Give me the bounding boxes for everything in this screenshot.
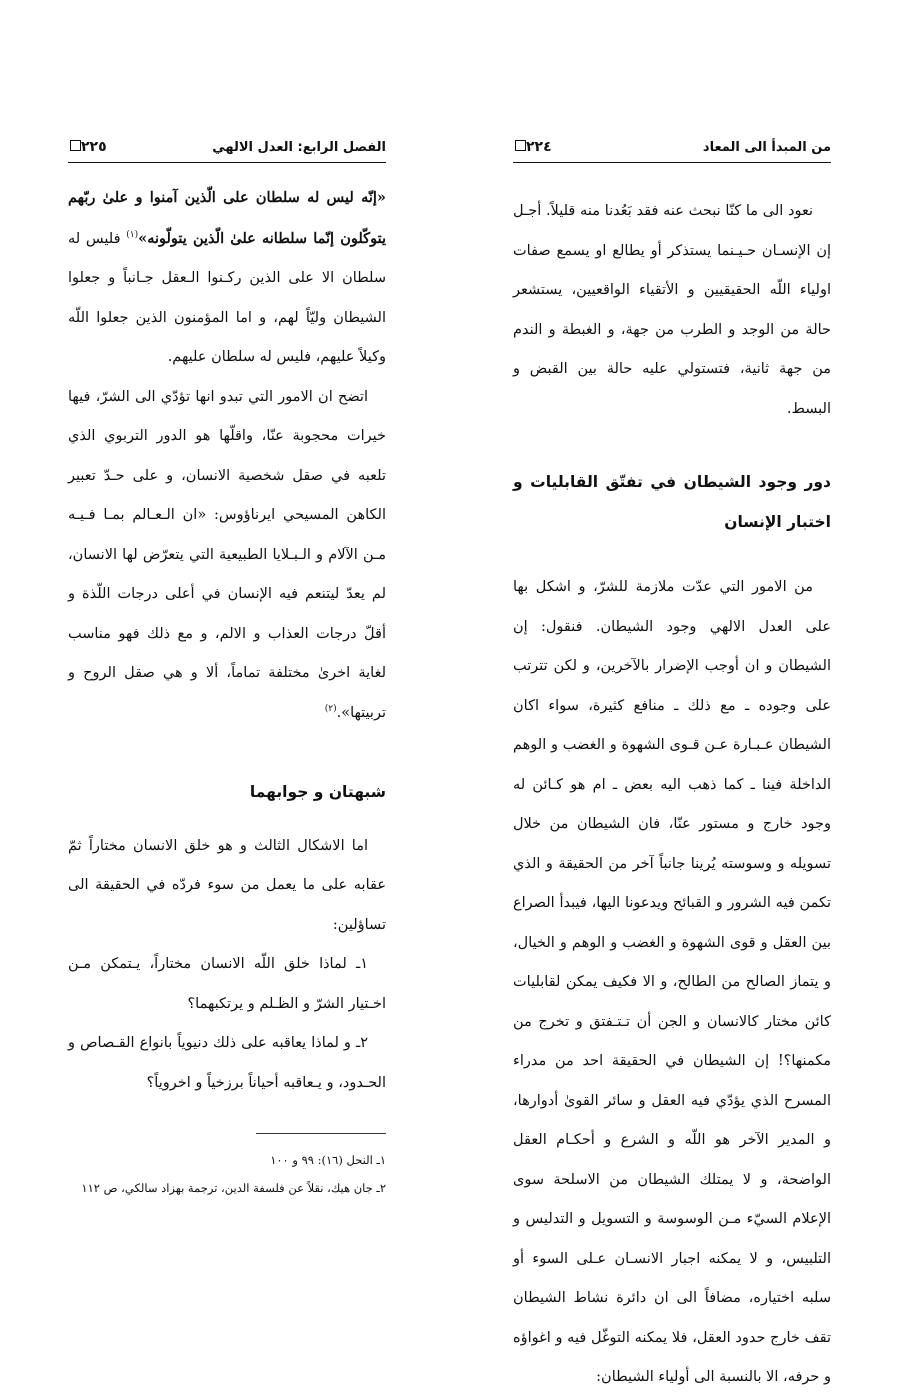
square-icon xyxy=(70,140,81,151)
footnote: ١ـ النحل (١٦): ٩٩ و ١٠٠ xyxy=(270,1153,386,1167)
paragraph: من الامور التي عدّت ملازمة للشرّ، و اشكل بها على العدل الالهي وجود الشيطان. فنقول: إن الشيطان و ان أوجب الإضرار بالآخرين، و لكن تترتب على وجوده ـ مع ذلك ـ منافع كثيرة، سواء اكان الشيطان عـبـارة عـن قـوى الشهوة و الغضب و الوهم الداخلة فينا ـ كما ذهب اليه بعض ـ ام هو كـائن له وجود خارج و مستور عنّا، فان الشيطان من خلال تسويله و وسوسته يُرينا جانباً آخر من الحقيقة و الذي تكمن فيه الشرور و القبائح ويدعونا اليها، فيبدأ الصراع بين العقل و قوى الشهوة و الغضب و الوهم و الخيال، و يتماز الصالح من الطالح، و الا فكيف يمكن لقابليات كائن مختار كالانسان و الجن أن تـتـفتق و تخرج من مكمنها؟! إن الشيطان في الحقيقة احد من مدراء المسرح الذي يؤدّي فيه العقل و سائر القوىٰ أدوارها، و المدير الآخر هو اللّه و الشرع و أحكـام العقل الواضحة، و لا يمتلك الشيطان من الاسلحة سوى الإعلام السيّء مـن الوسوسة و التسويل و التدليس و التلبيس، و لا يمكنه اجبار الانسـان عـلى السوء أو سلبه اختياره، مضافاً الى ان دائرة نشاط الشيطان تقف خارج حدود العقل، فلا يمكنه التوغّل فيه و اغواؤه و حرفه، الا بالنسبة الى أولياء الشيطان: xyxy=(513,579,831,1385)
paragraph xyxy=(68,178,386,378)
page-number-text: ٢٢٥ xyxy=(81,139,107,155)
left-page xyxy=(0,0,450,1200)
page-header xyxy=(513,138,831,163)
footnote: ٢ـ جان هيك، نقلاً عن فلسفة الدين، ترجمة بهزاد سالكي، ص ١١٢ xyxy=(81,1181,386,1195)
running-title: الفصل الرابع: العدل الالهي xyxy=(212,140,386,155)
paragraph-text: فليس له سلطان الا على الذين ركـنوا الـعقل جـانباً و جعلوا الشيطان وليّاً لهم، و اما المؤمنون الذين جعلوا اللّه وكيلاً عليهم، فليس له سلطان عليهم. xyxy=(68,230,386,365)
page-number-text: ٢٢٤ xyxy=(526,139,552,155)
quran-quote: «إنّه ليس له سلطان على الّذين آمنوا و علىٰ ربّهم يتوكّلون إنّما سلطانه علىٰ الّذين يتولّونه» xyxy=(68,189,386,247)
footnote-divider xyxy=(256,1133,386,1134)
page-body xyxy=(68,178,386,1202)
paragraph: اما الاشكال الثالث و هو خلق الانسان مختاراً ثمّ عقابه على ما يعمل من سوء فردّه في الحقيقة الى تساؤلين: xyxy=(68,837,386,933)
section-heading: شبهتان و جوابهما xyxy=(249,783,386,801)
page-body xyxy=(513,192,831,1398)
square-icon xyxy=(515,140,526,151)
question-2: ٢ـ و لماذا يعاقبه على ذلك دنيوياً بانواع القـصاص و الحـدود، و يـعاقبه أحياناً برزخياً و اخروياً؟ xyxy=(68,1035,386,1091)
running-title: من المبدأ الى المعاد xyxy=(702,140,831,155)
paragraph xyxy=(68,378,386,734)
right-page xyxy=(450,0,900,1385)
page-number xyxy=(68,139,107,155)
footnote-ref: (١) xyxy=(126,229,139,240)
section-heading: دور وجود الشيطان في تفتّق القابليات و اختبار الإنسان xyxy=(513,473,831,531)
paragraph-text: اتضح ان الامور التي تبدو انها تؤدّي الى الشرّ، فيها خيرات محجوبة عنّا، واقلّها هو الدور التربوي الذي تلعبه في صقل شخصية الانسان، و على حـدّ تعبير الكاهن المسيحي ايرناؤوس: «ان الـعـالم بمـا فـيـه مـن الآلام و الـبـلايا الطبيعية التي يتعرّض لها الانسان، لم يعدّ ليتنعم فيه الإنسان في أعلى درجات اللّذة و أقلّ درجات العذاب و الالم، و مع ذلك فهو مناسب لغاية اخرىٰ مختلفة تماماً، ألا و هي صقل الروح و تربيتها». xyxy=(68,388,386,721)
page-number xyxy=(513,139,552,155)
paragraph: نعود الى ما كنّا نبحث عنه فقد بَعُدنا منه قليلاً. أجـل إن الإنسـان حـيـنما يستذكر أو يطالع او يسمع صفات اولياء اللّه الحقيقيين و الأتقياء الواقعيين، يستشعر حالة من الوجد و الطرب من جهة، و الغبطة و الندم من جهة ثانية، فتستولي عليه حالة بين القبض و البسط. xyxy=(513,203,831,417)
page-header xyxy=(68,138,386,163)
question-1: ١ـ لماذا خلق اللّه الانسان مختاراً، يـتمكن مـن اخـتيار الشرّ و الظـلم و يرتكبهما؟ xyxy=(68,956,386,1012)
footnote-ref: (٢) xyxy=(324,703,337,714)
